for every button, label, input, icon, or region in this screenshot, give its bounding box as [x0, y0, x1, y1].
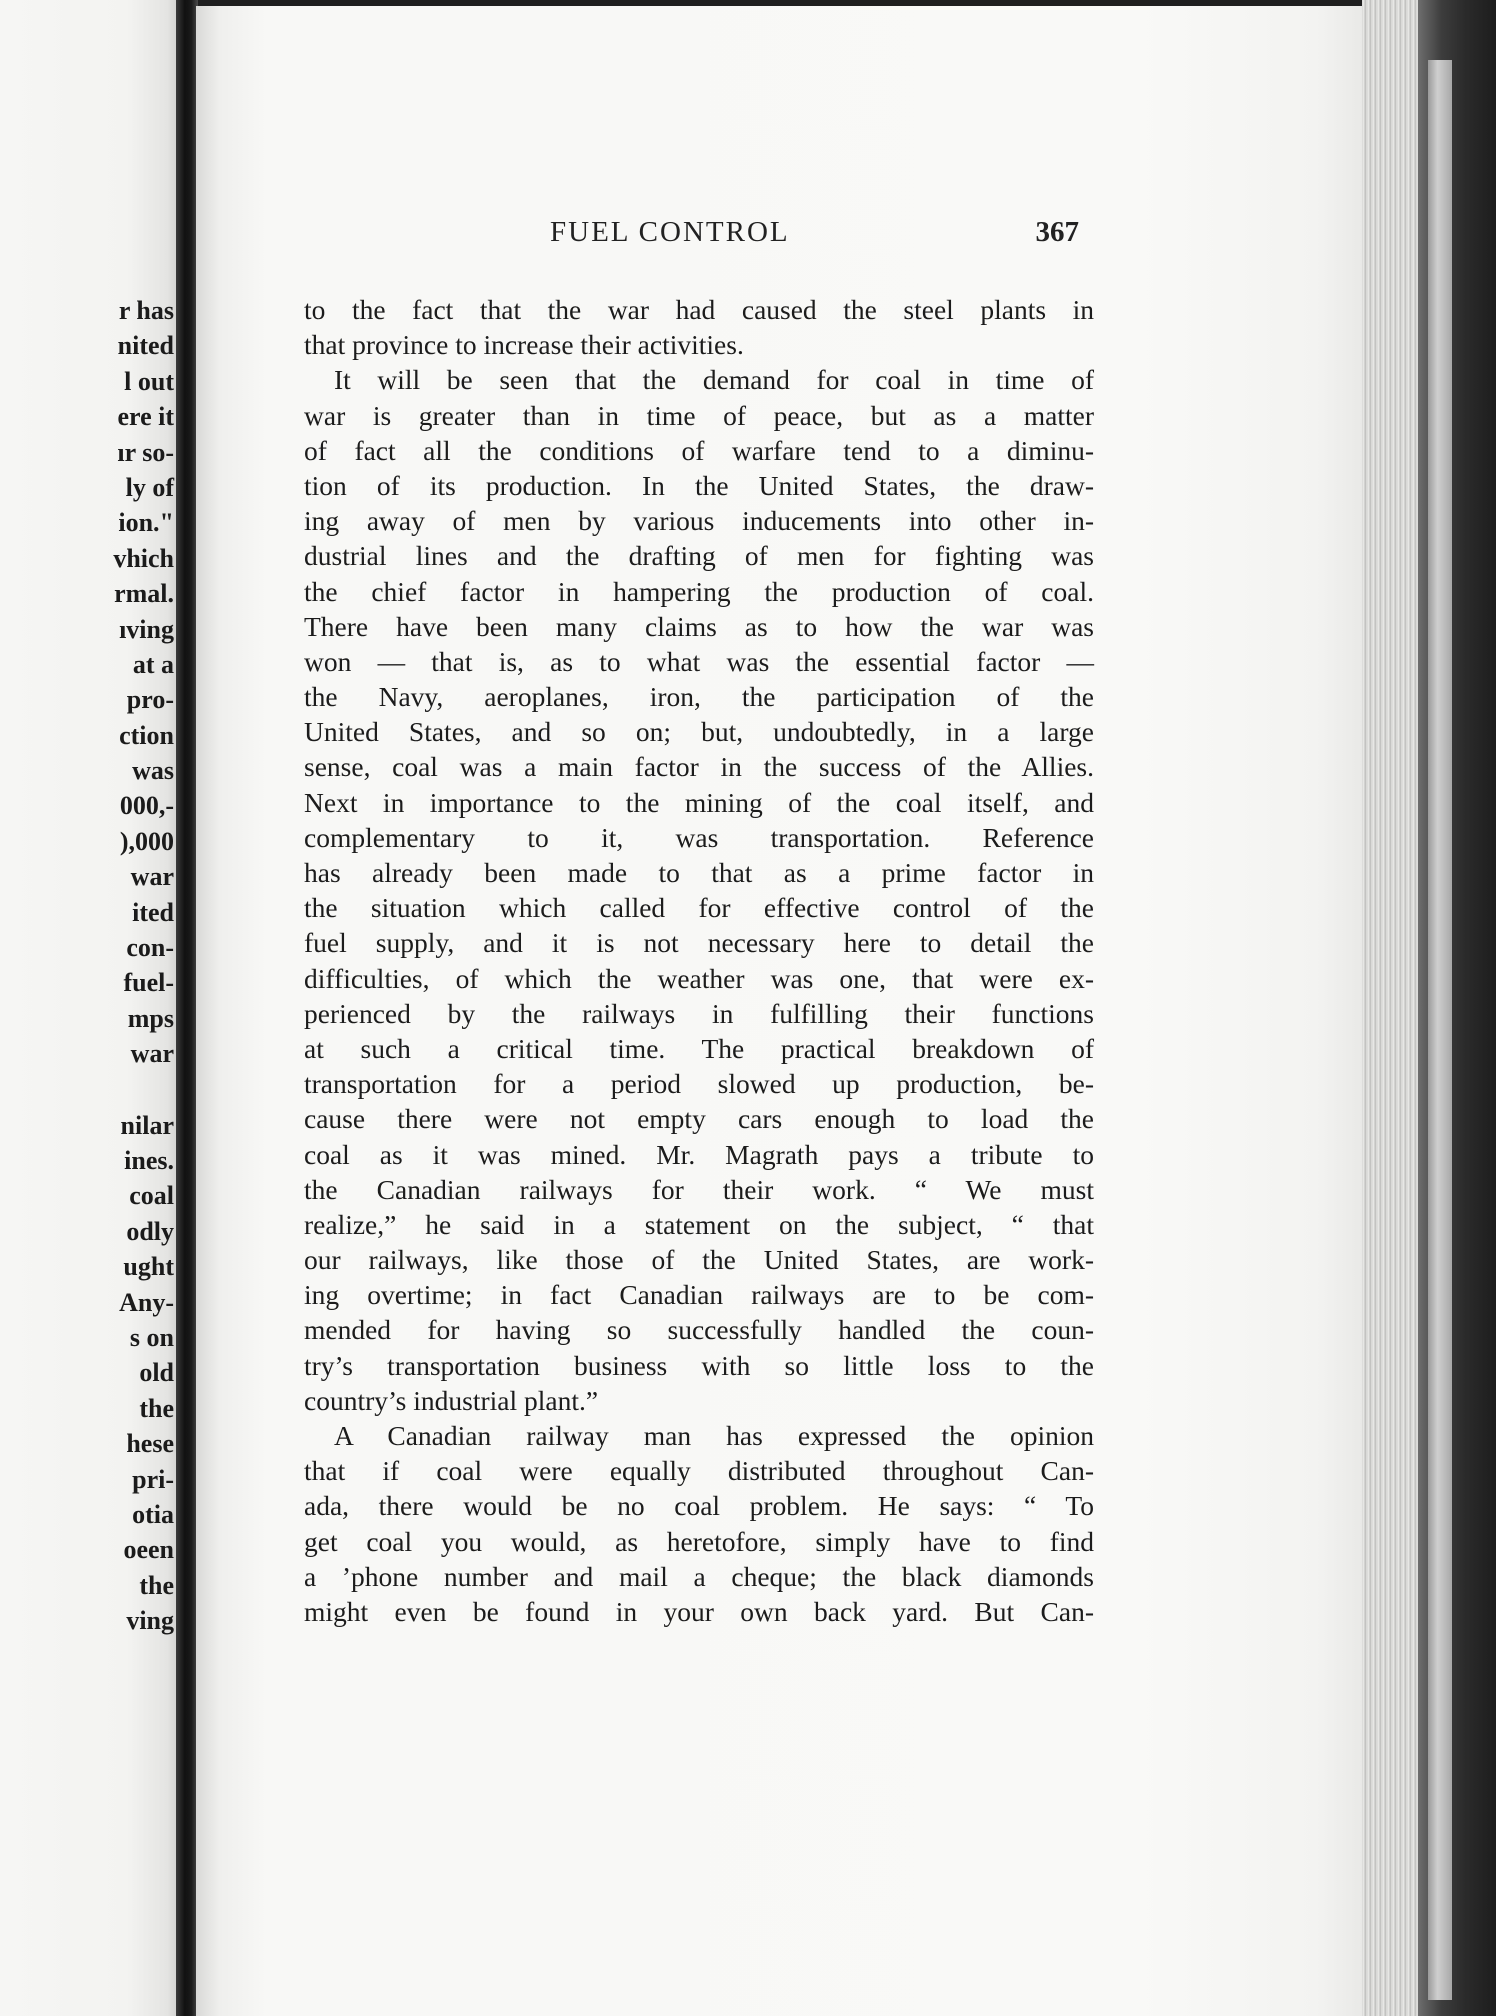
running-title: FUEL CONTROL	[550, 216, 790, 248]
left-page-line: war	[130, 862, 174, 892]
text-line: coal as it was mined. Mr. Magrath pays a tribute to	[304, 1138, 1094, 1170]
left-page-line: pri-	[132, 1464, 174, 1494]
left-page-line: ction	[119, 720, 174, 750]
left-page-line: old	[139, 1358, 174, 1388]
text-line: that province to increase their activities.	[304, 329, 744, 361]
text-line: sense, coal was a main factor in the success of the Allies.	[304, 751, 1094, 783]
text-line: won — that is, as to what was the essential factor —	[304, 645, 1094, 677]
text-line: that if coal were equally distributed throughout Can-	[304, 1455, 1094, 1487]
page-number: 367	[1035, 216, 1079, 248]
left-page-line: nited	[117, 331, 174, 361]
left-page-line: hese	[126, 1429, 174, 1459]
text-line: transportation for a period slowed up production, be-	[304, 1068, 1094, 1100]
text-line: war is greater than in time of peace, but as a matter	[304, 399, 1094, 431]
text-line: to the fact that the war had caused the steel plants in	[304, 294, 1094, 325]
left-page-line: mps	[127, 1003, 174, 1033]
text-line: the chief factor in hampering the production of coal.	[304, 575, 1094, 607]
left-page-line: at a	[132, 649, 174, 679]
text-line: It will be seen that the demand for coal in time of	[334, 364, 1094, 396]
text-line: has already been made to that as a prime factor in	[304, 857, 1094, 888]
left-page-line: nilar	[120, 1110, 174, 1140]
text-line: a ’phone number and mail a cheque; the black diamonds	[304, 1560, 1094, 1592]
text-line: There have been many claims as to how the war was	[304, 610, 1094, 642]
text-line: try’s transportation business with so little loss to the	[304, 1349, 1094, 1381]
left-page-line: ited	[132, 897, 174, 927]
text-line: Next in importance to the mining of the coal itself, and	[304, 786, 1094, 818]
text-line: perienced by the railways in fulfilling their functions	[304, 997, 1094, 1029]
left-page-line: ere it	[117, 402, 174, 432]
left-page-line: fuel-	[123, 968, 174, 998]
left-page-line: the	[139, 1393, 174, 1423]
left-page-line: r has	[118, 296, 174, 325]
text-line: the Canadian railways for their work. “ We must	[304, 1173, 1094, 1205]
left-page-line	[0, 1072, 174, 1108]
text-line: difficulties, of which the weather was one, that were ex-	[304, 962, 1094, 994]
left-page-line: ır so-	[117, 437, 174, 467]
text-line: United States, and so on; but, undoubtedly, in a large	[304, 716, 1094, 748]
left-page-line: ),000	[119, 826, 174, 856]
text-line: ing away of men by various inducements into other in-	[304, 505, 1094, 537]
text-line: cause there were not empty cars enough to load the	[304, 1103, 1094, 1135]
left-page-line: ly of	[125, 472, 174, 502]
left-facing-page	[0, 0, 182, 2016]
left-page-line: con-	[126, 933, 174, 963]
left-page-line: ving	[126, 1606, 174, 1636]
left-page-line: rmal.	[114, 579, 174, 609]
page-edges	[1362, 0, 1422, 2016]
text-line: fuel supply, and it is not necessary here to detail the	[304, 927, 1094, 959]
text-line: ing overtime; in fact Canadian railways are to be com-	[304, 1279, 1094, 1311]
text-line: A Canadian railway man has expressed the opinion	[334, 1420, 1094, 1451]
text-line: get coal you would, as heretofore, simply have to find	[304, 1525, 1094, 1557]
text-line: mended for having so successfully handled the coun-	[304, 1314, 1094, 1346]
text-line: dustrial lines and the drafting of men for fighting was	[304, 540, 1094, 572]
left-page-line: war	[130, 1039, 174, 1069]
left-page-line: ines.	[124, 1145, 174, 1175]
text-line: the Navy, aeroplanes, iron, the participation of the	[304, 681, 1094, 713]
left-page-line: Any-	[119, 1287, 174, 1317]
text-line: country’s industrial plant.”	[304, 1384, 599, 1416]
left-page-line: coal	[129, 1181, 174, 1211]
left-page-line: odly	[126, 1216, 174, 1246]
text-line: tion of its production. In the United States, the draw-	[304, 469, 1094, 501]
left-page-line: ion."	[118, 508, 174, 538]
text-line: at such a critical time. The practical breakdown of	[304, 1032, 1094, 1064]
text-line: ada, there would be no coal problem. He says: “ To	[304, 1490, 1094, 1522]
left-page-line: 000,-	[119, 791, 174, 821]
book-gutter	[176, 0, 198, 2016]
left-page-line: vhich	[113, 543, 174, 573]
left-page-line: l out	[124, 366, 174, 396]
text-line: might even be found in your own back yard. But Can-	[304, 1595, 1094, 1627]
page-edge-strip	[1428, 60, 1452, 2000]
text-line: realize,” he said in a statement on the subject, “ that	[304, 1208, 1094, 1240]
left-page-line: ught	[123, 1252, 174, 1282]
text-line: of fact all the conditions of warfare tend to a diminu-	[304, 434, 1094, 466]
body-text	[304, 292, 1094, 1629]
text-line: the situation which called for effective control of the	[304, 892, 1094, 924]
left-page-line: the	[139, 1570, 174, 1600]
left-page-line: otia	[132, 1499, 174, 1529]
left-page-line: s on	[129, 1322, 174, 1352]
left-page-line: was	[132, 756, 174, 786]
left-page-text	[0, 293, 174, 1638]
left-page-line: pro-	[126, 685, 174, 715]
left-page-line: ıving	[119, 614, 174, 644]
running-header	[305, 216, 1091, 256]
text-line: complementary to it, was transportation. Reference	[304, 821, 1094, 853]
text-line: our railways, like those of the United States, are work-	[304, 1244, 1094, 1276]
left-page-line: oeen	[123, 1535, 174, 1565]
